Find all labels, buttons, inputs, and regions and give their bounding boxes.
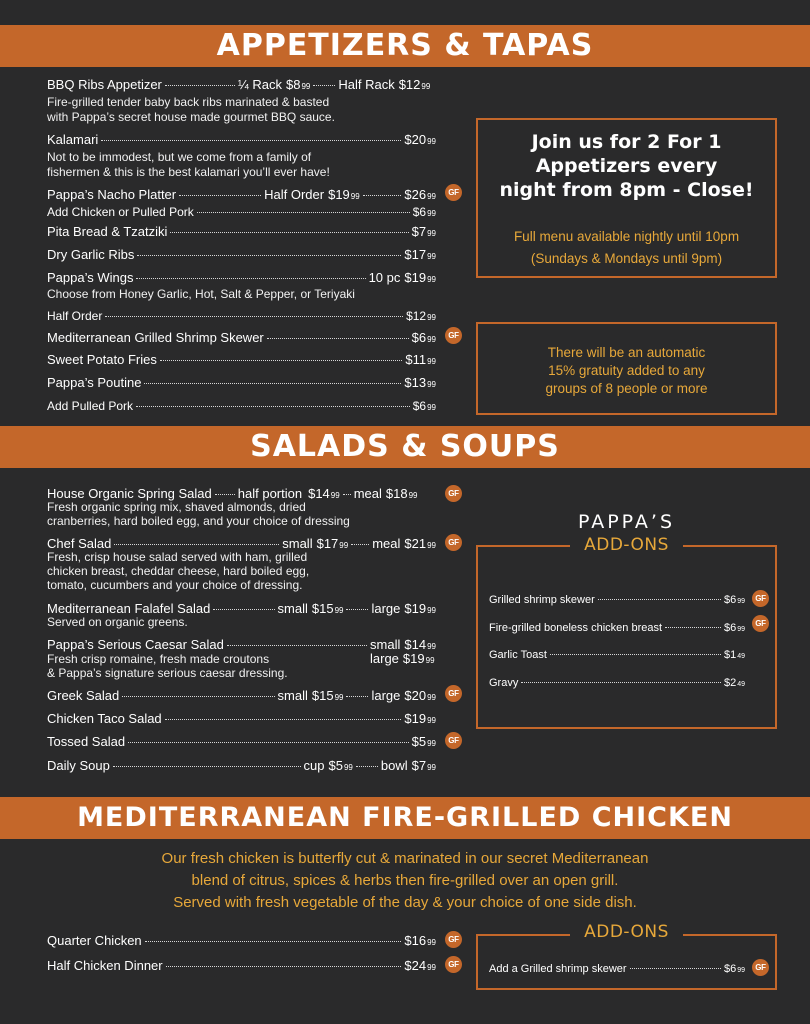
item-name: Pita Bread & Tzatziki (47, 224, 168, 239)
dot-leader (215, 494, 235, 495)
price: $13 99 (404, 375, 436, 390)
menu-text: $6 (412, 399, 427, 413)
price: $15 99 (311, 688, 344, 703)
price: $6 99 (723, 963, 745, 975)
price: $19 99 (404, 711, 436, 726)
menu-text: $21 (404, 536, 427, 551)
menu-text: $6 (723, 594, 737, 606)
item-description: & Pappa’s signature serious caesar dressing. (47, 666, 288, 680)
price: $5 99 (411, 734, 436, 749)
addon-item (489, 621, 745, 635)
price: $6 99 (412, 205, 436, 219)
menu-text: $17 (316, 536, 339, 551)
menu-text: $16 (404, 933, 427, 948)
gluten-free-badge: GF (445, 327, 462, 344)
menu-text: $13 (404, 375, 427, 390)
item-name: Add Pulled Pork (47, 399, 134, 413)
price: $6 99 (723, 622, 745, 634)
portion-label: large (371, 688, 401, 703)
dot-leader (346, 609, 368, 610)
price: $18 99 (385, 486, 418, 501)
gluten-free-badge: GF (445, 485, 462, 502)
item-name: Mediterranean Grilled Shrimp Skewer (47, 330, 264, 345)
item-description: cranberries, hard boiled egg, and your choice of dressing (47, 514, 350, 528)
portion-label: meal (372, 536, 401, 551)
item-description: fishermen & this is the best kalamari you’ll ever have! (47, 165, 330, 179)
menu-text: $6 (411, 330, 427, 345)
price: $20 99 (404, 132, 436, 147)
dot-leader (351, 544, 369, 545)
item-description: Fire-grilled tender baby back ribs marinated & basted (47, 95, 330, 109)
portion-label: large (371, 601, 401, 616)
item-description: tomato, cucumbers and your choice of dressing. (47, 578, 303, 592)
price: $20 99 (404, 688, 436, 703)
chicken-intro-line: blend of citrus, spices & herbs then fire-grilled over an open grill. (191, 872, 619, 889)
menu-text: $20 (404, 132, 427, 147)
menu-text: $5 (411, 734, 427, 749)
gluten-free-badge: GF (752, 615, 769, 632)
item-name: Sweet Potato Fries (47, 352, 157, 367)
gratuity-line: groups of 8 people or more (545, 381, 708, 396)
item-description: Not to be immodest, but we come from a family of (47, 150, 312, 164)
gratuity-line: There will be an automatic (547, 345, 706, 360)
dot-leader (166, 966, 402, 967)
item-name: Chef Salad (47, 536, 112, 551)
promo-title-line: Join us for 2 For 1 (531, 131, 722, 153)
item-name: Mediterranean Falafel Salad (47, 601, 211, 616)
promo-hours: Full menu available nightly until 10pm (513, 229, 740, 244)
menu-text: $24 (404, 958, 427, 973)
gluten-free-badge: GF (752, 959, 769, 976)
menu-item-half-chicken (47, 958, 436, 974)
addon-item (489, 648, 745, 662)
item-name: Pappa’s Poutine (47, 375, 142, 390)
price: $16 99 (404, 933, 436, 948)
chicken-title: MEDITERRANEAN FIRE-GRILLED CHICKEN (77, 802, 733, 833)
promo-title-line: Appetizers every (535, 155, 718, 177)
menu-text: $26 (404, 187, 427, 202)
menu-text: $5 (328, 758, 343, 773)
addons-heading (476, 535, 777, 555)
item-name: Kalamari (47, 132, 99, 147)
item-description: Fresh crisp romaine, fresh made croutons (47, 652, 270, 666)
price: $19 99 (328, 187, 360, 202)
item-name: Half Order (47, 309, 103, 323)
portion-label: Half Order (264, 187, 325, 202)
menu-text: Fire-grilled boneless chicken breast (489, 622, 663, 634)
item-name: Greek Salad (47, 688, 120, 703)
item-name: Daily Soup (47, 758, 110, 773)
salads-title: SALADS & SOUPS (250, 429, 560, 464)
price: $14 99 (404, 637, 436, 652)
portion-label: small (277, 601, 308, 616)
price: $19 99 (402, 651, 435, 666)
dot-leader (665, 627, 721, 628)
promo-box (476, 118, 777, 278)
menu-text: $18 (385, 486, 408, 501)
menu-text: $19 (328, 187, 350, 202)
menu-text: Add a Grilled shrimp skewer (489, 963, 627, 975)
menu-item-chicken-taco-salad (47, 711, 436, 727)
price: $1 49 (723, 649, 745, 661)
chicken-intro-line: Served with fresh vegetable of the day & your choice of one side dish. (173, 894, 637, 911)
menu-text: $20 (404, 688, 427, 703)
gluten-free-badge: GF (445, 732, 462, 749)
price: $6 99 (411, 330, 436, 345)
dot-leader (550, 654, 721, 655)
menu-text: $14 (308, 486, 330, 501)
price: $21 99 (404, 536, 436, 551)
price: $8 99 (285, 77, 311, 92)
item-name: Pappa’s Serious Caesar Salad (47, 637, 224, 652)
promo-hours-note: (Sundays & Mondays until 9pm) (530, 251, 723, 266)
menu-text: $15 (311, 601, 334, 616)
chicken-intro-line: Our fresh chicken is butterfly cut & marinated in our secret Mediterranean (161, 850, 649, 867)
appetizers-title: APPETIZERS & TAPAS (216, 28, 594, 63)
dot-leader (128, 742, 409, 743)
menu-text: $6 (723, 963, 737, 975)
price: $17 99 (404, 247, 436, 262)
salads-list (47, 0, 436, 790)
menu-item-tossed-salad (47, 734, 436, 750)
addon-item (489, 593, 745, 607)
portion-label: small (277, 688, 308, 703)
price: $7 99 (411, 758, 436, 773)
menu-text: $19 (404, 711, 427, 726)
dot-leader (145, 941, 402, 942)
promo-title-line: night from 8pm - Close! (499, 179, 754, 201)
menu-text: $2 (723, 677, 737, 689)
menu-text: Grilled shrimp skewer (489, 594, 595, 606)
price: $2 49 (723, 677, 745, 689)
menu-text: $6 (412, 205, 427, 219)
menu-text: $19 (404, 270, 427, 285)
item-description: Choose from Honey Garlic, Hot, Salt & Pepper, or Teriyaki (47, 287, 355, 301)
dot-leader (122, 696, 274, 697)
dot-leader (213, 609, 274, 610)
item-description: Fresh, crisp house salad served with ham, grilled (47, 550, 308, 564)
gratuity-line: 15% gratuity added to any (548, 363, 705, 378)
portion-label: meal (353, 486, 382, 501)
addon-item (489, 676, 745, 690)
dot-leader (343, 494, 351, 495)
item-name: Dry Garlic Ribs (47, 247, 135, 262)
gluten-free-badge: GF (445, 534, 462, 551)
menu-text: Garlic Toast (489, 649, 547, 661)
item-description: Served on organic greens. (47, 615, 188, 629)
price: $17 99 (316, 536, 349, 551)
menu-text: $19 (402, 651, 425, 666)
price: $15 99 (311, 601, 344, 616)
dot-leader (114, 544, 279, 545)
chicken-addon-item (489, 962, 745, 976)
portion-label: 10 pc (368, 270, 401, 285)
gluten-free-badge: GF (445, 685, 462, 702)
item-description: chicken breast, cheddar cheese, hard boiled egg, (47, 564, 310, 578)
chicken-addons-heading (476, 922, 777, 942)
portion-label: ¼ Rack (237, 77, 282, 92)
price: $19 99 (404, 601, 436, 616)
portion-label: half portion (237, 486, 303, 501)
chicken-banner (0, 797, 810, 839)
price: $12 99 (406, 309, 436, 323)
menu-text: $7 (411, 224, 427, 239)
price: $11 99 (405, 352, 436, 367)
item-description: Fresh organic spring mix, shaved almonds, dried (47, 500, 306, 514)
dot-leader (521, 682, 721, 683)
menu-text: $8 (285, 77, 301, 92)
item-name: Pappa’s Wings (47, 270, 134, 285)
item-name: Add Chicken or Pulled Pork (47, 205, 194, 219)
price: $19 99 (404, 270, 436, 285)
dot-leader (598, 599, 721, 600)
dot-leader (227, 645, 367, 646)
menu-text: $11 (405, 352, 427, 367)
menu-text: $17 (404, 247, 427, 262)
addons-brand: PAPPA’S (577, 511, 676, 533)
menu-text: Gravy (489, 677, 519, 689)
gluten-free-badge: GF (752, 590, 769, 607)
dot-leader (356, 766, 378, 767)
menu-item-daily-soup (47, 758, 436, 774)
caesar-large-price (370, 651, 435, 667)
portion-label: small (370, 637, 401, 652)
item-name: Quarter Chicken (47, 933, 142, 948)
dot-leader (113, 766, 301, 767)
portion-label: bowl (380, 758, 408, 773)
menu-text: $19 (404, 601, 427, 616)
addons-box (476, 545, 777, 729)
portion-label: cup (303, 758, 325, 773)
item-name: Half Chicken Dinner (47, 958, 163, 973)
item-name: Tossed Salad (47, 734, 126, 749)
menu-item-quarter-chicken (47, 933, 436, 949)
gluten-free-badge: GF (445, 956, 462, 973)
menu-text: $6 (723, 622, 737, 634)
portion-label: Half Rack (338, 77, 395, 92)
price: $12 99 (398, 77, 431, 92)
item-description: with Pappa’s secret house made gourmet BBQ sauce. (47, 110, 335, 124)
portion-label: large (370, 651, 399, 666)
gratuity-notice-box (476, 322, 777, 415)
price: $14 99 (308, 486, 340, 501)
price: $6 99 (723, 594, 745, 606)
addons-title: ADD-ONS (570, 535, 683, 555)
chicken-addons-title: ADD-ONS (570, 922, 683, 942)
item-name: BBQ Ribs Appetizer (47, 77, 162, 92)
menu-text: $12 (406, 309, 427, 323)
menu-text: $7 (411, 758, 427, 773)
menu-text: $1 (723, 649, 737, 661)
item-name: Chicken Taco Salad (47, 711, 162, 726)
menu-text: $15 (311, 688, 334, 703)
portion-label: small (282, 536, 313, 551)
price: $5 99 (328, 758, 353, 773)
price: $26 99 (404, 187, 436, 202)
menu-text: $12 (398, 77, 421, 92)
item-name: House Organic Spring Salad (47, 486, 212, 501)
dot-leader (630, 968, 721, 969)
price: $6 99 (412, 399, 436, 413)
dot-leader (346, 696, 368, 697)
price: $24 99 (404, 958, 436, 973)
dot-leader (165, 719, 402, 720)
gluten-free-badge: GF (445, 931, 462, 948)
menu-text: $14 (404, 637, 427, 652)
price: $7 99 (411, 224, 436, 239)
gluten-free-badge: GF (445, 184, 462, 201)
item-name: Pappa’s Nacho Platter (47, 187, 177, 202)
menu-item-greek-salad (47, 688, 436, 704)
